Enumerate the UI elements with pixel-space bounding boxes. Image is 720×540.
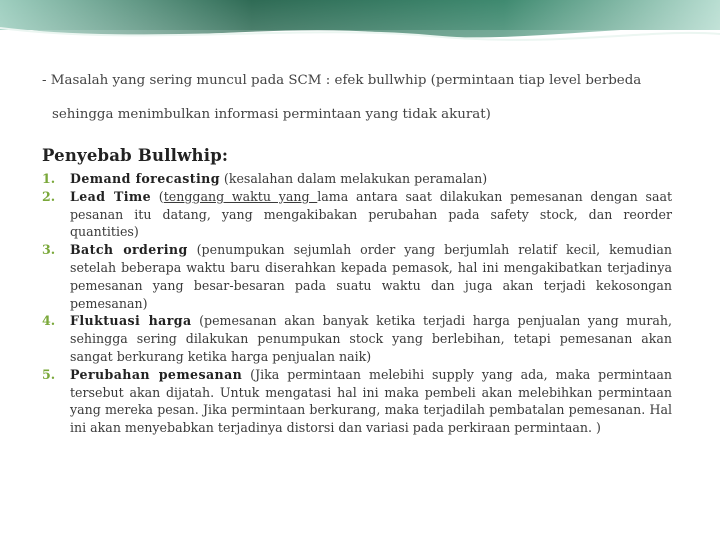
item-description: (Jika permintaan melebihi supply yang ada, maka permintaan tersebut akan dijatah. Untuk mengatasi hal ini maka pembeli akan melebihkan permintaan yang mereka pesan. Jika permintaan berkurang, maka terjadilah pembatalan pemesanan. Hal ini akan menyebabkan terjadinya distorsi dan variasi pada perkiraan permintaan. ) [70, 366, 672, 436]
item-term: Batch ordering [70, 242, 188, 258]
item-number: 3. [42, 242, 56, 258]
cause-list [42, 170, 672, 437]
list-item [42, 241, 672, 312]
item-term: Perubahan pemesanan [70, 366, 243, 382]
list-item [42, 170, 672, 188]
item-description: (penumpukan sejumlah order yang berjumlah relatif kecil, kemudian setelah beberapa waktu baru diserahkan kepada pemasok, hal ini mengakibatkan terjadinya pemesanan yang besar-besaran pada suatu waktu dan juga akan terjadi kekosongan pemesanan) [70, 242, 672, 311]
item-description-underlined: tenggang waktu yang [163, 188, 318, 204]
item-number: 2. [42, 188, 56, 204]
item-term: Demand forecasting [70, 171, 220, 186]
item-description: (kesalahan dalam melakukan peramalan) [219, 171, 488, 186]
intro-line-1: - Masalah yang sering muncul pada SCM : efek bullwhip (permintaan tiap level berbeda [42, 73, 642, 88]
item-number: 4. [42, 313, 56, 329]
list-item [42, 366, 672, 437]
item-description-pre: ( [151, 188, 164, 204]
item-description-post: lama antara saat dilakukan pemesanan dengan saat pesanan itu datang, yang mengakibakan perubahan pada safety stock, dan reorder quantities) [70, 188, 673, 240]
item-description: (pemesanan akan banyak ketika terjadi harga penjualan yang murah, sehingga sering dilakukan penumpukan stock yang berlebihan, tetapi pemesanan akan sangat berkurang ketika harga penjualan naik) [70, 313, 672, 364]
intro-paragraph [42, 64, 692, 132]
item-term: Lead Time [70, 188, 152, 204]
intro-line-2: sehingga menimbulkan informasi permintaan yang tidak akurat) [52, 107, 491, 122]
list-item [42, 188, 672, 241]
list-item [42, 312, 672, 365]
item-term: Fluktuasi harga [70, 313, 192, 329]
section-heading: Penyebab Bullwhip: [42, 146, 229, 165]
item-number: 5. [42, 366, 56, 382]
item-number: 1. [42, 171, 56, 186]
header-banner [0, 0, 720, 56]
